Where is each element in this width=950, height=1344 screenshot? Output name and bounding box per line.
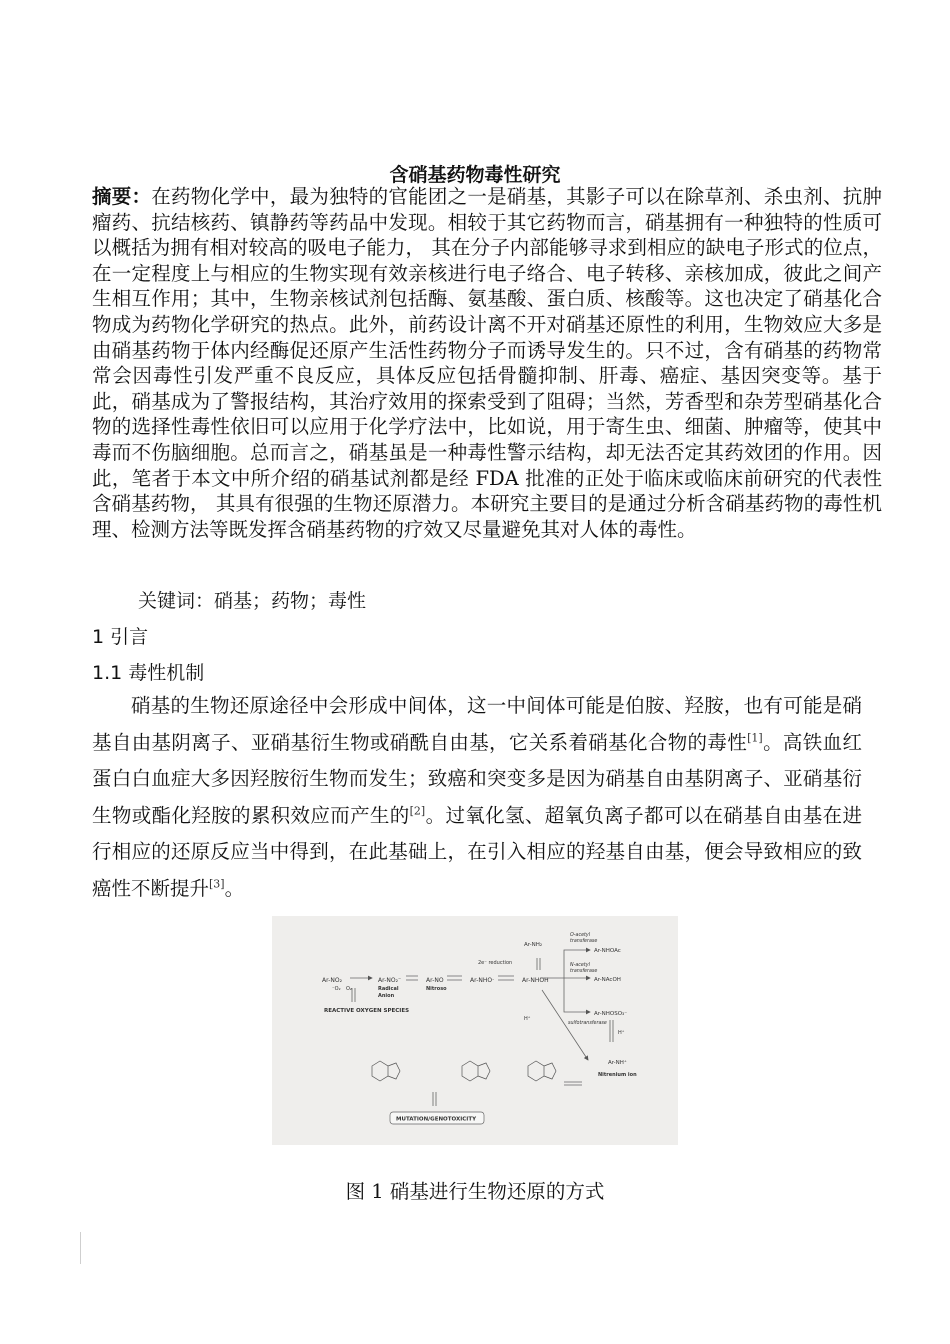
arrow-to-ros bbox=[352, 988, 355, 1002]
arrow-to-mutation bbox=[433, 1092, 436, 1106]
label-2e-reduction: 2e⁻ reduction bbox=[478, 960, 513, 966]
arrow-nhoh-to-nh2 bbox=[537, 958, 540, 970]
figure-bioreduction-pathway bbox=[272, 916, 678, 1145]
label-h-plus-1: H⁺ bbox=[524, 1016, 531, 1022]
label-ar-nacoh: Ar-NAcOH bbox=[594, 977, 621, 983]
label-sulfotransferase: sulfotransferase bbox=[568, 1021, 607, 1026]
abstract-label: 摘要： bbox=[92, 185, 152, 208]
label-n-acetyl: N-acetyl bbox=[570, 963, 590, 968]
body-text-4: 。 bbox=[224, 876, 245, 900]
arrow-nitroso-to-nho bbox=[447, 976, 462, 980]
label-ar-nh-plus: Ar-NH⁺ bbox=[608, 1060, 627, 1066]
label-o2-minus: ⁻O₂ bbox=[332, 986, 341, 992]
label-ar-nh2: Ar-NH₂ bbox=[524, 942, 543, 948]
citation-2: [2] bbox=[409, 804, 426, 817]
label-anion: Anion bbox=[378, 993, 395, 999]
label-ar-nhoac: Ar-NHOAc bbox=[594, 948, 621, 954]
abstract bbox=[92, 184, 882, 542]
paper-title: 含硝基药物毒性研究 bbox=[389, 164, 561, 186]
label-nitroso: Nitroso bbox=[426, 986, 447, 992]
arrow-to-nhoso3 bbox=[564, 978, 590, 1012]
body-text-1: 硝基的生物还原途径中会形成中间体，这一中间体可能是伯胺、羟胺，也有可能是硝基自由基阴离子、亚硝基衍生物或硝酰自由基，它关系着硝基化合物的毒性 bbox=[92, 694, 862, 754]
label-ar-nhoh: Ar-NHOH bbox=[522, 977, 549, 984]
citation-1: [1] bbox=[747, 731, 763, 744]
label-ar-nho-radical: Ar-NHO· bbox=[470, 977, 494, 984]
citation-3: [3] bbox=[209, 877, 225, 890]
label-ar-nhoso3: Ar-NHOSO₃⁻ bbox=[594, 1011, 628, 1017]
label-ar-no2: Ar-NO₂ bbox=[322, 977, 342, 984]
arrow-to-nitrenium bbox=[610, 1020, 613, 1042]
label-ros: REACTIVE OXYGEN SPECIES bbox=[324, 1008, 410, 1014]
body-text-2: 。高铁血红蛋白白血症大多因羟胺衍生物而发生；致癌和突变多是因为硝基自由基阴离子、亚硝基衍生物或酯化羟胺的累积效应而产生的 bbox=[92, 730, 862, 827]
section-heading-intro: 1 引言 bbox=[92, 626, 149, 648]
subsection-heading-toxicity-mechanism: 1.1 毒性机制 bbox=[92, 662, 205, 684]
pathway-diagram bbox=[272, 916, 678, 1145]
arrow-nitrenium-to-adenine bbox=[564, 1082, 582, 1085]
figure-caption: 图 1 硝基进行生物还原的方式 bbox=[345, 1180, 605, 1203]
label-ar-no2-radical: Ar-NO₂⁻ bbox=[378, 977, 402, 984]
label-h-plus-2: H⁺ bbox=[618, 1030, 625, 1036]
body-paragraph bbox=[92, 688, 862, 907]
label-transferase-2: transferase bbox=[570, 969, 598, 974]
margin-rule bbox=[80, 1232, 81, 1264]
keywords: 关键词：硝基；药物；毒性 bbox=[138, 590, 367, 612]
label-ar-no: Ar-NO bbox=[426, 977, 444, 984]
arrow-radical-to-nitroso bbox=[406, 976, 418, 980]
label-mutation-genotoxicity: MUTATION/GENOTOXICITY bbox=[396, 1116, 477, 1123]
label-radical: Radical bbox=[378, 986, 399, 992]
arrow-nho-to-nhoh bbox=[498, 976, 514, 980]
purine-structures bbox=[372, 1061, 556, 1081]
label-o2: O₂ bbox=[346, 986, 352, 992]
label-transferase-1: transferase bbox=[570, 939, 598, 944]
label-o-acetyl: O-acetyl bbox=[570, 933, 591, 938]
label-nitrenium-ion: Nitrenium ion bbox=[598, 1072, 637, 1078]
body-text-3: 。过氧化氢、超氧负离子都可以在硝基自由基在进行相应的还原反应当中得到，在此基础上，在引入相应的羟基自由基，便会导致相应的致癌性不断提升 bbox=[92, 803, 862, 900]
abstract-text: 在药物化学中，最为独特的官能团之一是硝基，其影子可以在除草剂、杀虫剂、抗肿瘤药、抗结核药、镇静药等药品中发现。相较于其它药物而言，硝基拥有一种独特的性质可以概括为拥有相对较高的吸电子能力， 其在分子内部能够寻求到相应的缺电子形式的位点， 在一定程度上与相应的生物实现有效亲核进行电子络合、电子转移、亲核加成，彼此之间产生相互作用；其中，生物亲核试剂包括酶、氨基酸、蛋白质、核酸等。这也决定了硝基化合物成为药物化学研究的热点。此外，前药设计离不开对硝基还原性的利用，生物效应大多是由硝基药物于体内经酶促还原产生活性药物分子而诱导发生的。只不过，含有硝基的药物常常会因毒性引发严重不良反应，具体反应包括骨髓抑制、肝毒、癌症、基因突变等。基于此，硝基成为了警报结构，其治疗效用的探索受到了阻碍；当然，芳香型和杂芳型硝基化合物的选择性毒性依旧可以应用于化学疗法中，比如说，用于寄生虫、细菌、肿瘤等，使其中毒而不伤脑细胞。总而言之，硝基虽是一种毒性警示结构，却无法否定其药效团的作用。因此，笔者于本文中所介绍的硝基试剂都是经 FDA 批准的正处于临床或临床前研究的代表性含硝基药物， 其具有很强的生物还原潜力。本研究主要目的是通过分析含硝基药物的毒性机理、检测方法等既发挥含硝基药物的疗效又尽量避免其对人体的毒性。 bbox=[92, 185, 882, 541]
